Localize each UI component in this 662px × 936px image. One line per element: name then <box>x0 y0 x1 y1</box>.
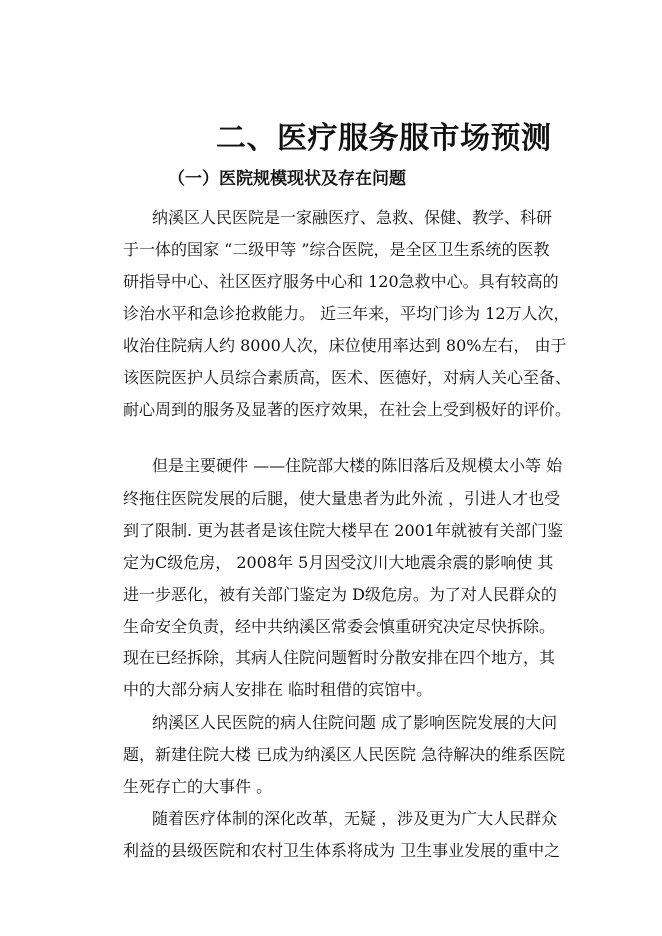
paragraph-2-line-5: 进一步恶化，被有关部门鉴定为 D级危房。为了对人民群众的 <box>123 585 557 604</box>
paragraph-1-line-4: 诊治水平和急诊抢救能力。 近三年来，平均门诊为 12万人次， <box>123 304 570 323</box>
paragraph-1-line-6: 该医院医护人员综合素质高，医术、医德好，对病人关心至备、 <box>123 368 572 387</box>
paragraph-1-line-5: 收治住院病人约 8000人次，床位使用率达到 80%左右， 由于 <box>123 336 567 355</box>
paragraph-4-line-1: 随着医疗体制的深化改革，无疑 ，涉及更为广大人民群众 <box>152 809 558 828</box>
paragraph-1-line-2: 于一体的国家 “二级甲等 ”综合医院，是全区卫生系统的医教 <box>123 240 550 259</box>
document-title: 二、医疗服务服市场预测 <box>216 121 552 156</box>
paragraph-2-line-7: 现在已经拆除，其病人住院问题暂时分散安排在四个地方，其 <box>123 648 556 667</box>
paragraph-2-line-8: 中的大部分病人安排在 临时租借的宾馆中。 <box>123 680 433 699</box>
paragraph-3-line-2: 题，新建住院大楼 已成为纳溪区人民医院 急待解决的维系医院 <box>123 745 566 764</box>
paragraph-2-line-3: 到了限制. 更为甚者是该住院大楼早在 2001年就被有关部门鉴 <box>123 521 563 540</box>
section-heading: （一）医院规模现状及存在问题 <box>168 169 406 189</box>
paragraph-3-line-3: 生死存亡的大事件 。 <box>123 777 273 796</box>
paragraph-3-line-1: 纳溪区人民医院的病人住院问题 成了影响医院发展的大问 <box>152 713 558 732</box>
paragraph-1-line-3: 研指导中心、社区医疗服务中心和 120急救中心。具有较高的 <box>123 272 559 291</box>
paragraph-1-line-1: 纳溪区人民医院是一家融医疗、急救、保健、教学、科研 <box>152 208 553 227</box>
paragraph-2-line-2: 终拖住医院发展的后腿，使大量患者为此外流 ，引进人才也受 <box>123 489 561 508</box>
paragraph-4-line-2: 利益的县级医院和农村卫生体系将成为 卫生事业发展的重中之 <box>123 841 561 860</box>
paragraph-2-line-1: 但是主要硬件 ——住院部大楼的陈旧落后及规模太小等 始 <box>152 456 563 475</box>
paragraph-2-line-6: 生命安全负责，经中共纳溪区常委会慎重研究决定尽快拆除。 <box>123 617 556 636</box>
paragraph-1-line-7: 耐心周到的服务及显著的医疗效果，在社会上受到极好的评价。 <box>123 400 572 419</box>
paragraph-2-line-4: 定为C级危房， 2008年 5月因受汶川大地震余震的影响使 其 <box>123 553 554 572</box>
